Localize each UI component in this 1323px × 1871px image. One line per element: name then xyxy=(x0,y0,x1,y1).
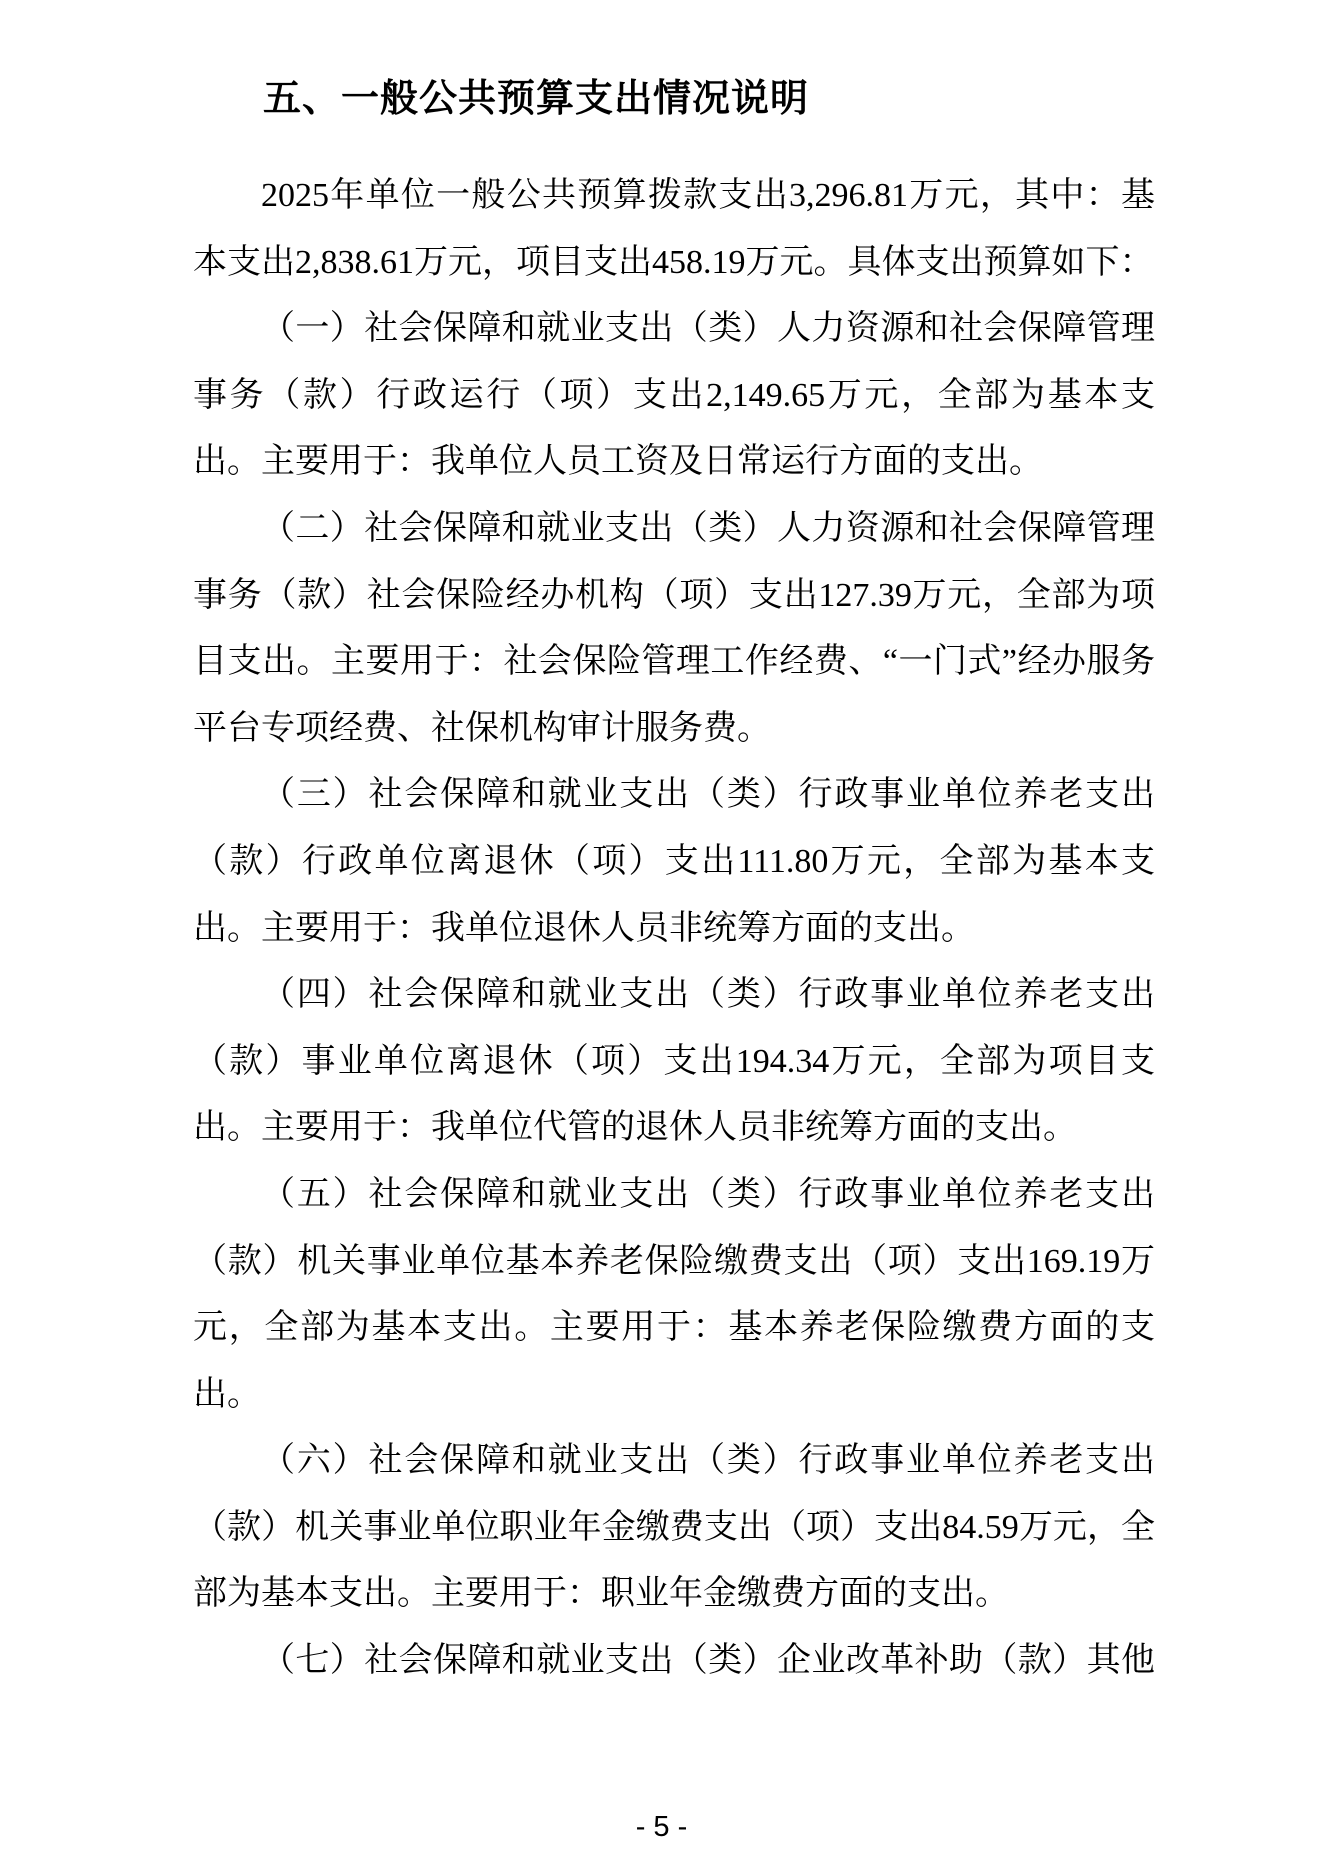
paragraph-item-7: （七）社会保障和就业支出（类）企业改革补助（款）其他 xyxy=(261,1642,1155,1680)
paragraph-overview: 2025年单位一般公共预算拨款支出3,296.81万元，其中：基本支出2,838.61万元，项目支出458.19万元。具体支出预算如下： xyxy=(193,177,1155,281)
paragraph-item-6: （六）社会保障和就业支出（类）行政事业单位养老支出（款）机关事业单位职业年金缴费支出（项）支出84.59万元，全部为基本支出。主要用于：职业年金缴费方面的支出。 xyxy=(193,1442,1155,1613)
paragraph-item-2: （二）社会保障和就业支出（类）人力资源和社会保障管理事务（款）社会保险经办机构（项）支出127.39万元，全部为项目支出。主要用于：社会保险管理工作经费、“一门式”经办服务平台专项经费、社保机构审计服务费。 xyxy=(193,509,1155,747)
content-area xyxy=(193,0,1155,1695)
paragraph-item-1: （一）社会保障和就业支出（类）人力资源和社会保障管理事务（款）行政运行（项）支出2,149.65万元，全部为基本支出。主要用于：我单位人员工资及日常运行方面的支出。 xyxy=(193,310,1155,481)
paragraph-item-4: （四）社会保障和就业支出（类）行政事业单位养老支出（款）事业单位离退休（项）支出194.34万元，全部为项目支出。主要用于：我单位代管的退休人员非统筹方面的支出。 xyxy=(193,976,1155,1147)
page-number: - 5 - xyxy=(635,1811,688,1843)
paragraph-item-5: （五）社会保障和就业支出（类）行政事业单位养老支出（款）机关事业单位基本养老保险缴费支出（项）支出169.19万元，全部为基本支出。主要用于：基本养老保险缴费方面的支出。 xyxy=(193,1175,1155,1413)
paragraph-item-3: （三）社会保障和就业支出（类）行政事业单位养老支出（款）行政单位离退休（项）支出111.80万元，全部为基本支出。主要用于：我单位退休人员非统筹方面的支出。 xyxy=(193,776,1155,947)
section-title: 五、一般公共预算支出情况说明 xyxy=(263,78,810,120)
